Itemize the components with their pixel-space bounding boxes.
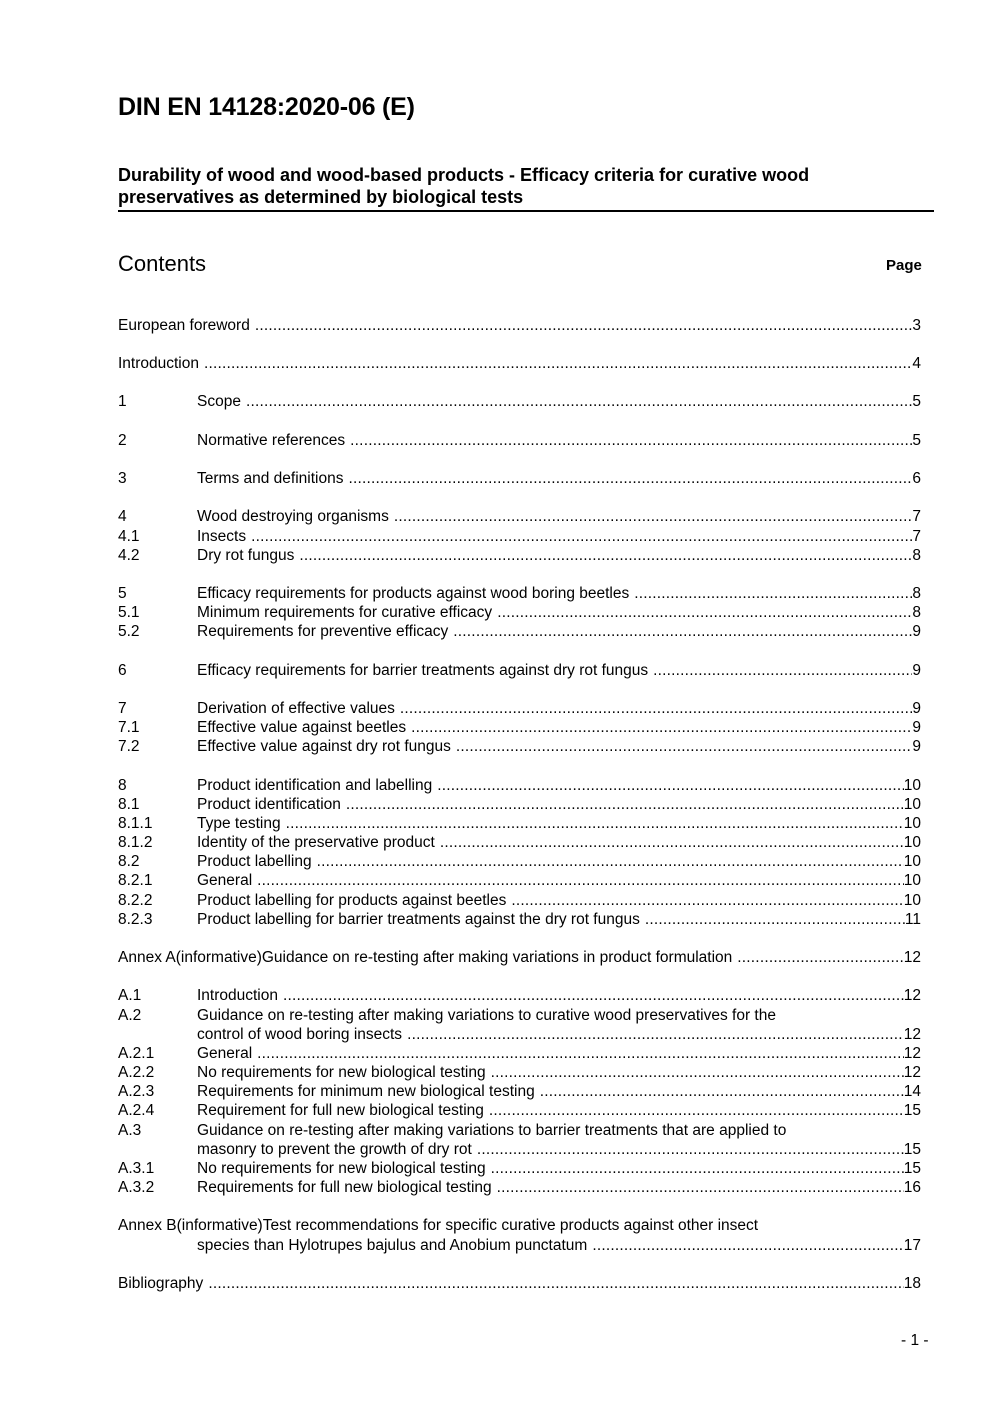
page-number: - 1 - xyxy=(901,1332,929,1349)
toc-entry-8-2[interactable] xyxy=(118,852,921,871)
toc-page-number: 10 xyxy=(903,815,921,832)
toc-label: No requirements for new biological testing xyxy=(197,1064,486,1081)
toc-section-number: 7.2 xyxy=(118,738,140,755)
toc-leader-dots xyxy=(246,392,912,411)
toc-entry-1[interactable] xyxy=(118,392,921,411)
toc-leader-dots xyxy=(346,795,904,814)
toc-label: Effective value against dry rot fungus xyxy=(197,738,451,755)
toc-label: Product labelling for products against beetles xyxy=(197,892,507,909)
toc-section-number: 8.1.1 xyxy=(118,815,153,832)
toc-entry-8-1-2[interactable] xyxy=(118,833,921,852)
toc-label: General xyxy=(197,872,253,889)
toc-page-number: 16 xyxy=(903,1179,921,1196)
toc-page-number: 5 xyxy=(912,432,921,449)
page-column-heading: Page xyxy=(886,257,922,274)
toc-section-number: 6 xyxy=(118,662,127,679)
toc-label-line1: Guidance on re-testing after making variations to curative wood preservatives for the xyxy=(197,1007,776,1024)
toc-section-number: A.3.2 xyxy=(118,1179,155,1196)
toc-entry-2[interactable] xyxy=(118,431,921,450)
contents-heading: Contents xyxy=(118,251,207,276)
toc-section-number: 4.2 xyxy=(118,547,140,564)
toc-leader-dots xyxy=(440,833,904,852)
toc-label: control of wood boring insects xyxy=(197,1026,403,1043)
toc-label: Product identification xyxy=(197,796,341,813)
toc-page-number: 7 xyxy=(912,508,921,525)
toc-leader-dots xyxy=(653,661,912,680)
toc-leader-dots xyxy=(317,852,904,871)
toc-leader-dots xyxy=(299,546,912,565)
toc-leader-dots xyxy=(283,986,904,1005)
toc-label: No requirements for new biological testing xyxy=(197,1160,486,1177)
toc-section-number: 7 xyxy=(118,700,127,717)
toc-entry-7-2[interactable] xyxy=(118,737,921,756)
toc-leader-dots xyxy=(251,527,912,546)
toc-page-number: 9 xyxy=(912,662,921,679)
toc-label: Efficacy requirements for products against wood boring beetles xyxy=(197,585,630,602)
toc-leader-dots xyxy=(634,584,912,603)
toc-leader-dots xyxy=(456,737,912,756)
toc-section-number: 8.2.3 xyxy=(118,911,153,928)
toc-section-number: 8.2.2 xyxy=(118,892,153,909)
toc-label: Terms and definitions xyxy=(197,470,344,487)
toc-section-number: A.3.1 xyxy=(118,1160,155,1177)
toc-entry-4[interactable] xyxy=(118,507,921,526)
toc-page-number: 10 xyxy=(903,834,921,851)
toc-leader-dots xyxy=(437,776,904,795)
toc-leader-dots xyxy=(257,871,904,890)
toc-section-number: 5.2 xyxy=(118,623,140,640)
toc-label: Requirements for full new biological testing xyxy=(197,1179,492,1196)
toc-leader-dots xyxy=(394,507,913,526)
toc-leader-dots xyxy=(497,603,912,622)
toc-page-number: 8 xyxy=(912,585,921,602)
toc-section-number: A.2.1 xyxy=(118,1045,155,1062)
toc-label: Normative references xyxy=(197,432,346,449)
toc-label: Requirement for full new biological testing xyxy=(197,1102,484,1119)
toc-entry-a-2-4[interactable] xyxy=(118,1101,921,1120)
toc-page-number: 12 xyxy=(903,1026,921,1043)
toc-entry-bibliography[interactable] xyxy=(118,1274,921,1293)
toc-section-number: 8.2.1 xyxy=(118,872,153,889)
toc-section-number: 1 xyxy=(118,393,127,410)
toc-label: Insects xyxy=(197,528,247,545)
toc-leader-dots xyxy=(204,354,912,373)
toc-entry-a-2-2[interactable] xyxy=(118,1063,921,1082)
document-id: DIN EN 14128:2020-06 (E) xyxy=(118,93,415,121)
toc-leader-dots xyxy=(497,1178,904,1197)
toc-leader-dots xyxy=(477,1140,904,1159)
toc-entry-8-2-3[interactable] xyxy=(118,910,921,929)
toc-leader-dots xyxy=(489,1101,904,1120)
toc-entry-annex-b[interactable] xyxy=(118,1236,921,1255)
toc-page-number: 7 xyxy=(912,528,921,545)
toc-label: Annex A(informative)Guidance on re-testing after making variations in product formulation xyxy=(118,949,733,966)
toc-leader-dots xyxy=(453,622,912,641)
toc-section-number: A.2.4 xyxy=(118,1102,155,1119)
toc-leader-dots xyxy=(645,910,905,929)
toc-page-number: 12 xyxy=(903,949,921,966)
toc-label: Introduction xyxy=(197,987,278,1004)
toc-entry-8[interactable] xyxy=(118,776,921,795)
toc-section-number: 8.1 xyxy=(118,796,140,813)
toc-entry-8-2-2[interactable] xyxy=(118,891,921,910)
toc-page-number: 12 xyxy=(903,1064,921,1081)
toc-entry-a-2[interactable] xyxy=(118,1025,921,1044)
toc-leader-dots xyxy=(400,699,913,718)
toc-entry-4-2[interactable] xyxy=(118,546,921,565)
toc-label: Scope xyxy=(197,393,241,410)
toc-page-number: 14 xyxy=(903,1083,921,1100)
toc-label: masonry to prevent the growth of dry rot xyxy=(197,1141,472,1158)
toc-leader-dots xyxy=(411,718,912,737)
toc-leader-dots xyxy=(491,1063,904,1082)
toc-section-number: 5.1 xyxy=(118,604,140,621)
toc-entry-8-1[interactable] xyxy=(118,795,921,814)
toc-page-number: 12 xyxy=(903,1045,921,1062)
toc-entry-annex-a[interactable] xyxy=(118,948,921,967)
toc-page-number: 17 xyxy=(903,1237,921,1254)
toc-section-number: A.2 xyxy=(118,1007,142,1024)
toc-leader-dots xyxy=(348,469,912,488)
toc-entry-a-1[interactable] xyxy=(118,986,921,1005)
toc-page-number: 15 xyxy=(903,1102,921,1119)
toc-leader-dots xyxy=(286,814,904,833)
toc-label: Type testing xyxy=(197,815,281,832)
toc-entry-annex-b-first-line[interactable] xyxy=(118,1216,758,1235)
toc-entry-a-3[interactable] xyxy=(118,1140,921,1159)
toc-leader-dots xyxy=(257,1044,904,1063)
toc-label: Product identification and labelling xyxy=(197,777,433,794)
toc-leader-dots xyxy=(540,1082,904,1101)
toc-page-number: 9 xyxy=(912,623,921,640)
toc-entry-3[interactable] xyxy=(118,469,921,488)
toc-label: Dry rot fungus xyxy=(197,547,295,564)
toc-page-number: 9 xyxy=(912,738,921,755)
toc-label: Product labelling xyxy=(197,853,312,870)
toc-section-number: 4.1 xyxy=(118,528,140,545)
toc-page-number: 10 xyxy=(903,777,921,794)
toc-section-number: 5 xyxy=(118,585,127,602)
toc-page-number: 8 xyxy=(912,604,921,621)
toc-entry-a-3-1[interactable] xyxy=(118,1159,921,1178)
toc-page-number: 10 xyxy=(903,892,921,909)
toc-entry-4-1[interactable] xyxy=(118,527,921,546)
toc-page-number: 3 xyxy=(912,317,921,334)
toc-page-number: 15 xyxy=(903,1160,921,1177)
toc-entry-a-3-2[interactable] xyxy=(118,1178,921,1197)
toc-page-number: 9 xyxy=(912,719,921,736)
toc-section-number: A.3 xyxy=(118,1122,142,1139)
toc-section-number: 7.1 xyxy=(118,719,140,736)
toc-leader-dots xyxy=(592,1236,903,1255)
toc-label: Efficacy requirements for barrier treatments against dry rot fungus xyxy=(197,662,649,679)
toc-label: Identity of the preservative product xyxy=(197,834,435,851)
title-underline xyxy=(118,210,934,212)
toc-entry-8-2-1[interactable] xyxy=(118,871,921,890)
toc-label-line1: Annex B(informative)Test recommendations for specific curative products against other insect xyxy=(118,1217,759,1234)
toc-label: General xyxy=(197,1045,253,1062)
toc-page-number: 11 xyxy=(904,911,921,928)
toc-section-number: 2 xyxy=(118,432,127,449)
toc-section-number: 8.2 xyxy=(118,853,140,870)
toc-label: species than Hylotrupes bajulus and Anobium punctatum xyxy=(197,1237,588,1254)
toc-leader-dots xyxy=(737,948,903,967)
toc-entry-5-2[interactable] xyxy=(118,622,921,641)
toc-section-number: 8.1.2 xyxy=(118,834,153,851)
toc-section-number: A.2.2 xyxy=(118,1064,155,1081)
toc-leader-dots xyxy=(491,1159,904,1178)
toc-entry-8-1-1[interactable] xyxy=(118,814,921,833)
toc-entry-7[interactable] xyxy=(118,699,921,718)
toc-leader-dots xyxy=(511,891,903,910)
toc-section-number: 8 xyxy=(118,777,127,794)
toc-page-number: 10 xyxy=(903,796,921,813)
toc-label: Requirements for minimum new biological testing xyxy=(197,1083,535,1100)
toc-page-number: 12 xyxy=(903,987,921,1004)
toc-page-number: 18 xyxy=(903,1275,921,1292)
toc-label: Minimum requirements for curative efficacy xyxy=(197,604,493,621)
toc-page-number: 4 xyxy=(912,355,921,372)
toc-label: Requirements for preventive efficacy xyxy=(197,623,449,640)
toc-label: Introduction xyxy=(118,355,199,372)
toc-entry-european-foreword[interactable] xyxy=(118,316,921,335)
toc-leader-dots xyxy=(350,431,912,450)
toc-page-number: 5 xyxy=(912,393,921,410)
toc-label: Bibliography xyxy=(118,1275,204,1292)
toc-page-number: 8 xyxy=(912,547,921,564)
toc-entry-a-2-3[interactable] xyxy=(118,1082,921,1101)
toc-section-number: A.2.3 xyxy=(118,1083,155,1100)
toc-leader-dots xyxy=(208,1274,903,1293)
toc-page-number: 10 xyxy=(903,853,921,870)
toc-page-number: 10 xyxy=(903,872,921,889)
toc-leader-dots xyxy=(407,1025,904,1044)
toc-entry-5[interactable] xyxy=(118,584,921,603)
toc-section-number: A.1 xyxy=(118,987,142,1004)
toc-label-line1: Guidance on re-testing after making variations to barrier treatments that are applied to xyxy=(197,1122,787,1139)
toc-entry-a-2-1[interactable] xyxy=(118,1044,921,1063)
toc-entry-7-1[interactable] xyxy=(118,718,921,737)
toc-section-number: 3 xyxy=(118,470,127,487)
toc-label: Derivation of effective values xyxy=(197,700,395,717)
toc-label: Wood destroying organisms xyxy=(197,508,389,525)
toc-section-number: 4 xyxy=(118,508,127,525)
toc-leader-dots xyxy=(255,316,913,335)
toc-page-number: 6 xyxy=(912,470,921,487)
toc-entry-6[interactable] xyxy=(118,661,921,680)
toc-label: European foreword xyxy=(118,317,250,334)
toc-page-number: 9 xyxy=(912,700,921,717)
toc-label: Effective value against beetles xyxy=(197,719,407,736)
toc-entry-5-1[interactable] xyxy=(118,603,921,622)
toc-entry-introduction[interactable] xyxy=(118,354,921,373)
document-title: Durability of wood and wood-based products - Efficacy criteria for curative wood preservatives as determined by biological tests xyxy=(118,165,810,207)
toc-label: Product labelling for barrier treatments against the dry rot fungus xyxy=(197,911,640,928)
toc-page-number: 15 xyxy=(903,1141,921,1158)
